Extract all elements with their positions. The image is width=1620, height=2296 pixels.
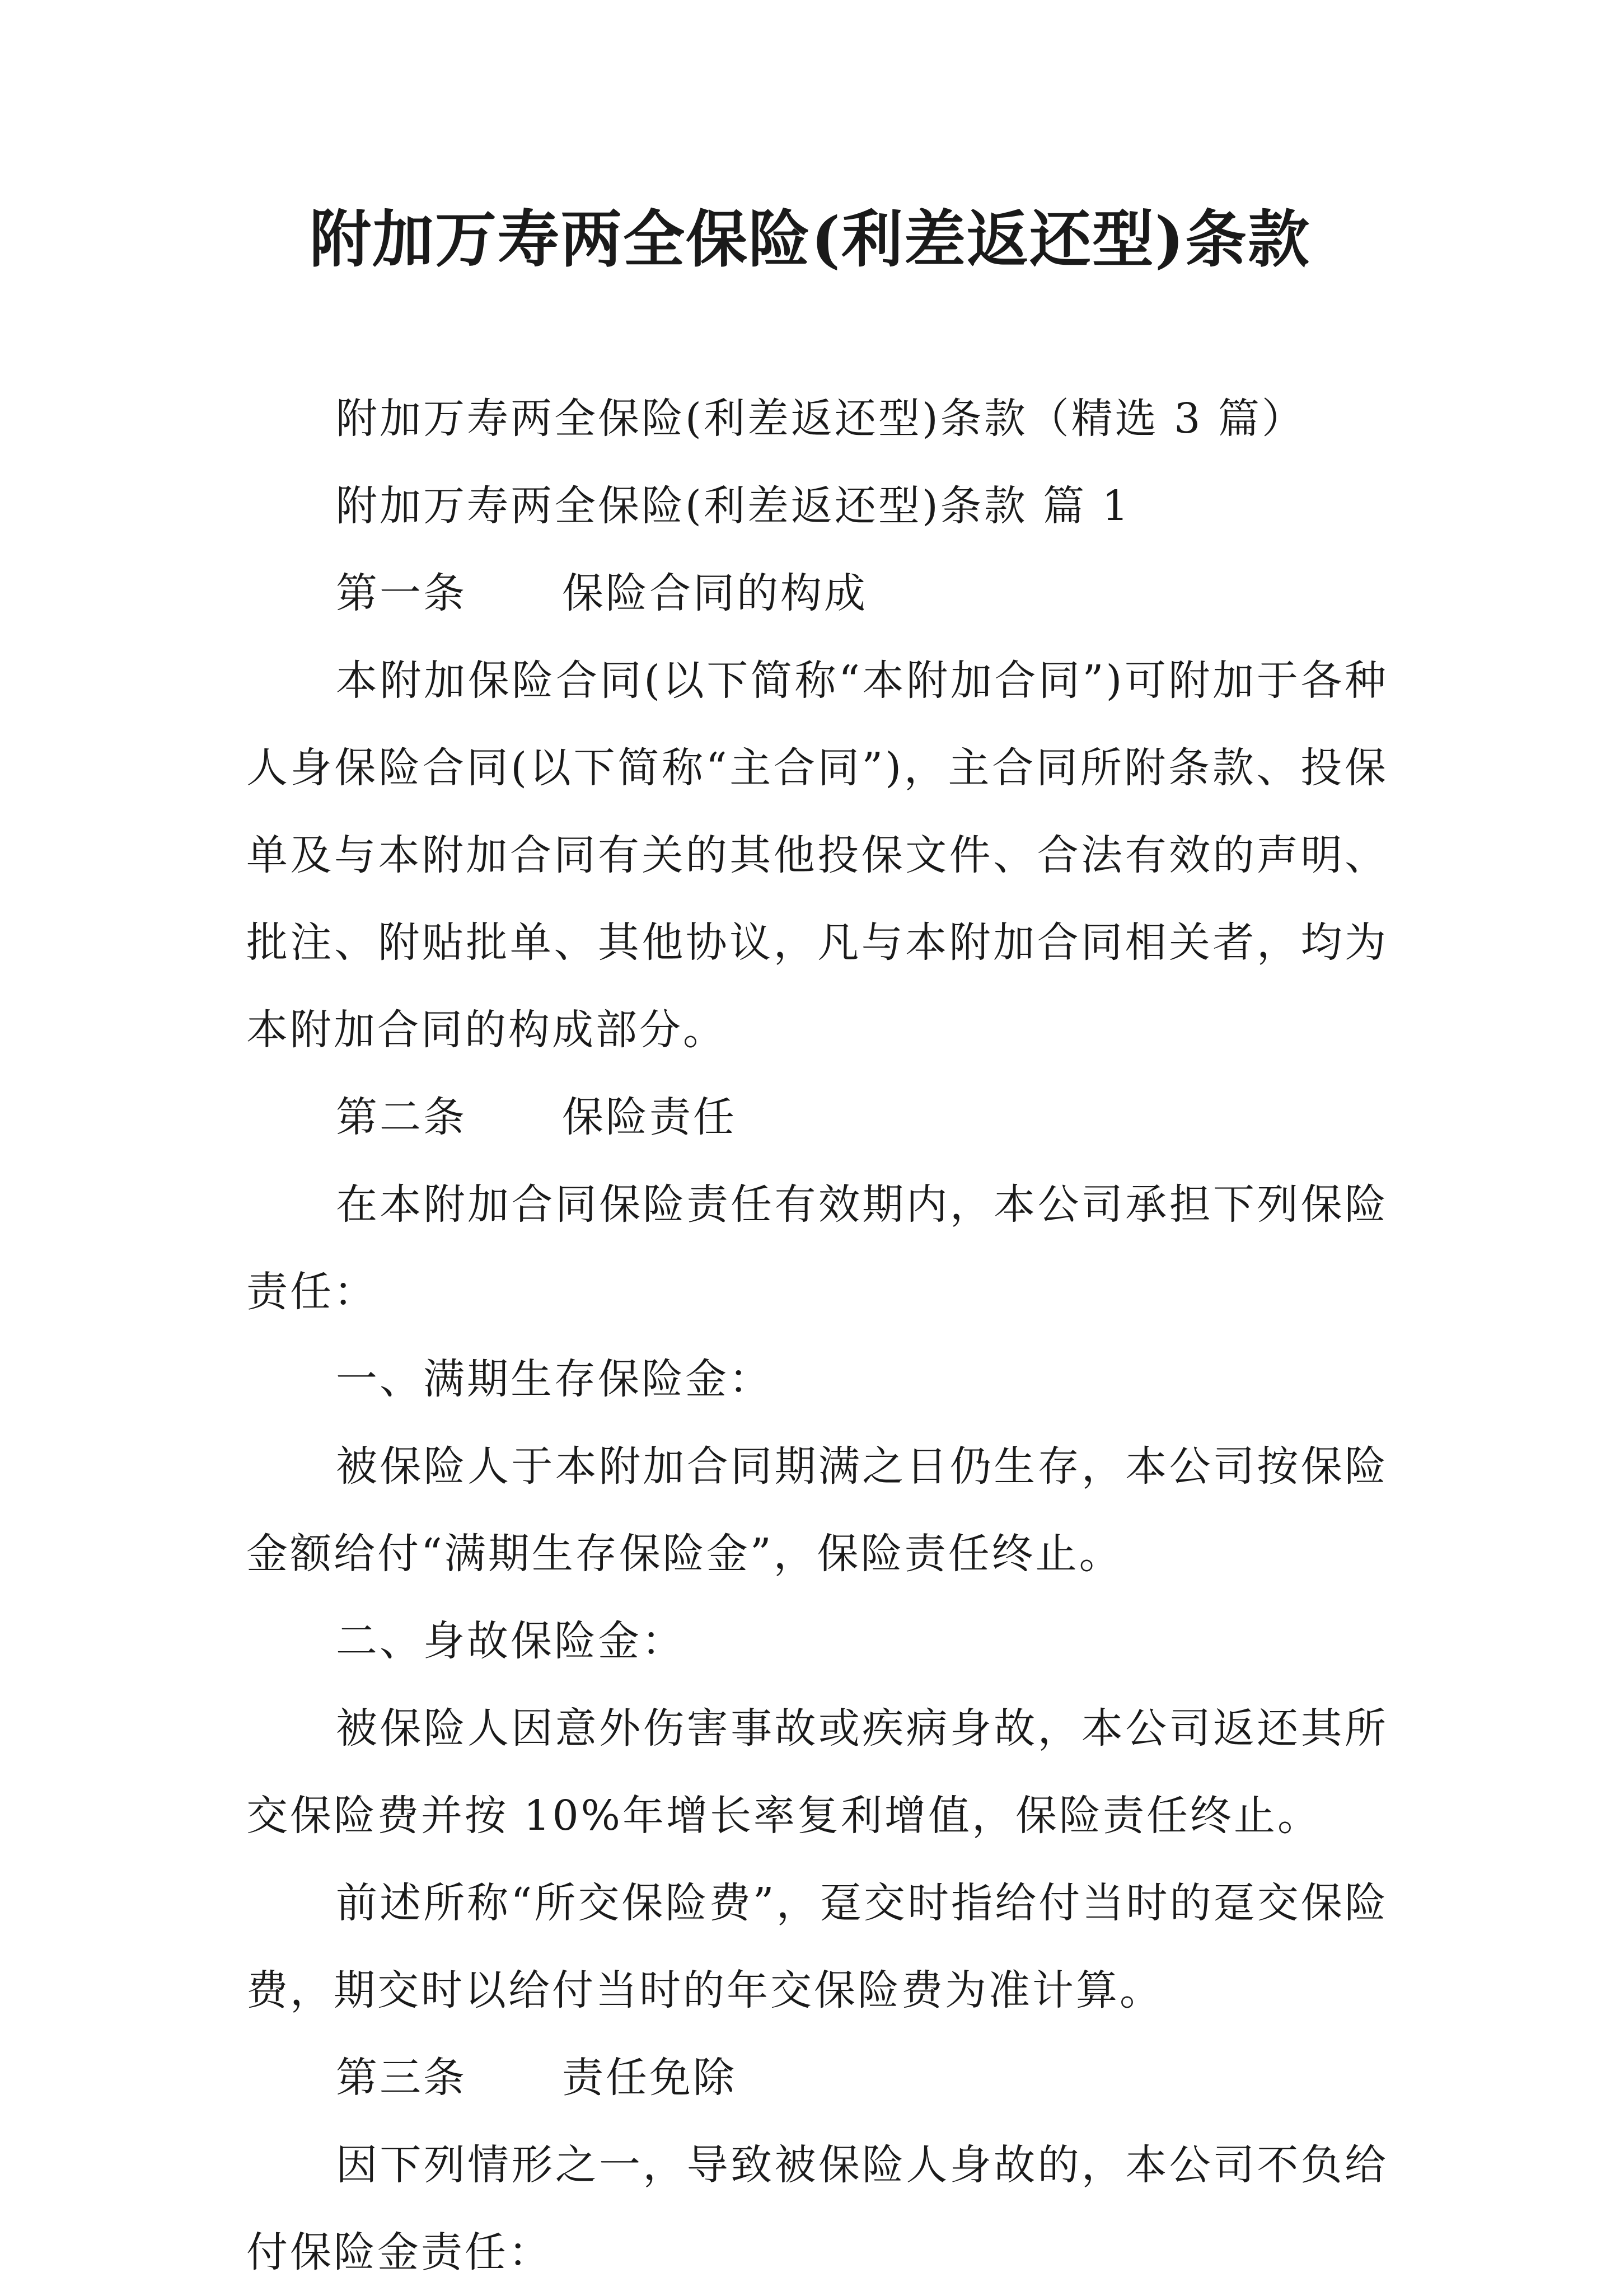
paragraph: 因下列情形之一，导致被保险人身故的，本公司不负给付保险金责任： (246, 2141, 1388, 2276)
article-number: 第三条 (336, 2054, 467, 2102)
article-heading-1 (246, 550, 1388, 637)
article-name: 保险责任 (562, 1093, 737, 1141)
paragraph: 被保险人因意外伤害事故或疾病身故，本公司返还其所交保险费并按 10%年增长率复利增值，保险责任终止。 (246, 1704, 1388, 1840)
page-title: 附加万寿两全保险(利差返还型)条款 (309, 203, 1311, 275)
article-number: 第二条 (336, 1093, 467, 1141)
article-name: 责任免除 (562, 2054, 737, 2102)
paragraph-item-heading: 一、满期生存保险金： (336, 1355, 772, 1403)
article-heading-2 (246, 1074, 1388, 1161)
paragraph-item-heading: 二、身故保险金： (336, 1617, 685, 1665)
paragraph: 在本附加合同保险责任有效期内，本公司承担下列保险责任： (246, 1180, 1388, 1316)
paragraph: 前述所称“所交保险费”，趸交时指给付当时的趸交保险费，期交时以给付当时的年交保险费为准计算。 (246, 1879, 1388, 2014)
paragraph: 本附加保险合同(以下简称“本附加合同”)可附加于各种人身保险合同(以下简称“主合同”)，主合同所附条款、投保单及与本附加合同有关的其他投保文件、合法有效的声明、批注、附贴批单、其他协议，凡与本附加合同相关者，均为本附加合同的构成部分。 (246, 657, 1388, 1054)
paragraph: 被保险人于本附加合同期满之日仍生存，本公司按保险金额给付“满期生存保险金”，保险责任终止。 (246, 1442, 1388, 1578)
paragraph-subtitle: 附加万寿两全保险(利差返还型)条款（精选 3 篇） (336, 395, 1305, 443)
document-body (246, 375, 1388, 2296)
article-heading-3 (246, 2034, 1388, 2121)
article-number: 第一条 (336, 569, 467, 617)
paragraph-part-heading: 附加万寿两全保险(利差返还型)条款 篇 1 (336, 482, 1131, 530)
article-name: 保险合同的构成 (562, 569, 868, 617)
